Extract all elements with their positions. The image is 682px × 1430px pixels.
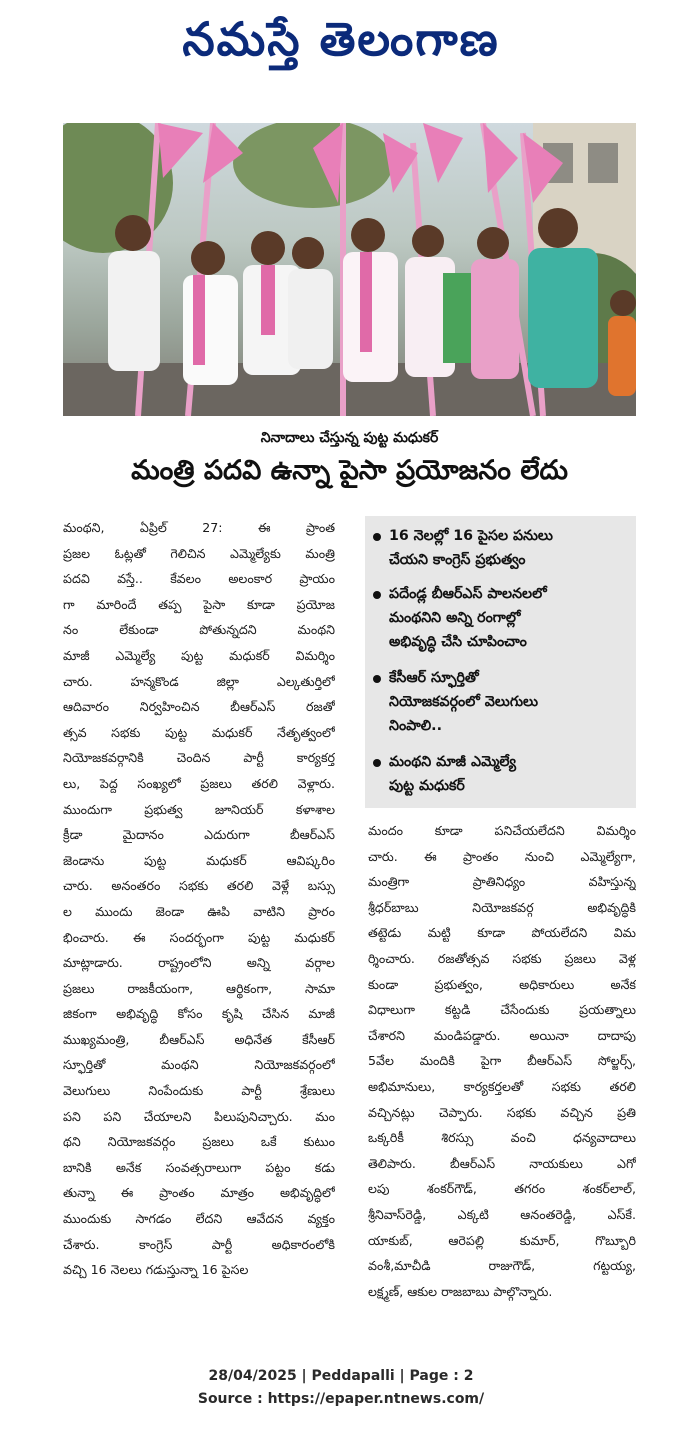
- article-line: క్రీడా మైదానం ఎదురుగా బీఆర్ఎస్: [63, 827, 335, 843]
- article-line: లక్ష్మణ్, ఆకుల రాజబాబు పాల్గొన్నారు.: [368, 1283, 553, 1299]
- article-line: మాజీ ఎమ్మెల్యే పుట్ట మధుకర్ విమర్శిం: [63, 647, 335, 663]
- article-line: యాకుబ్, ఆరెపల్లి కుమార్, గొబ్బూరి: [368, 1232, 636, 1248]
- article-line: చారు. హన్మకొండ జిల్లా ఎల్కతుర్తిలో: [63, 673, 335, 689]
- article-line: వెలుగులు నింపేందుకు పార్టీ శ్రేణులు: [63, 1083, 335, 1099]
- masthead: [0, 0, 682, 110]
- article-line: తున్నా ఈ ప్రాంతం మాత్రం అభివృద్ధిలో: [63, 1185, 335, 1201]
- article-column-right: [368, 818, 636, 1304]
- article-line: జికంగా అభివృద్ధి కోసం కృషి చేసిన మాజీ: [63, 1006, 335, 1022]
- highlight-line: 16 నెలల్లో 16 పైసల పనులు: [389, 528, 553, 544]
- article-line: మంత్రిగా ప్రాతినిధ్యం వహిస్తున్న: [368, 874, 636, 890]
- bullet-icon: [373, 591, 381, 599]
- article-line: ముఖ్యమంత్రి, బీఆర్ఎస్ అధినేత కేసీఆర్: [63, 1031, 335, 1047]
- article-line: మాట్లాడారు. రాష్ట్రంలోని అన్ని వర్గాల: [63, 955, 335, 971]
- article-line: మంథని, ఏప్రిల్ 27: ఈ ప్రాంత: [63, 520, 335, 535]
- article-line: థని నియోజకవర్గం ప్రజలు ఒకే కుటుం: [63, 1134, 335, 1150]
- article-line: త్సవ సభకు పుట్ట మధుకర్ నేతృత్వంలో: [63, 724, 335, 740]
- article-line: కుండా ప్రభుత్వం, అధికారులు అనేక: [368, 976, 636, 992]
- highlights-box: [365, 516, 636, 808]
- article-line: వచ్చి 16 నెలలు గడుస్తున్నా 16 పైసల: [63, 1262, 249, 1278]
- article-line: అభిమానులు, కార్యకర్తలతో సభకు తరలి: [368, 1078, 636, 1094]
- article-line: చేశారు. కాంగ్రెస్ పార్టీ అధికారంలోకి: [63, 1236, 335, 1252]
- highlight-line: పుట్ట మధుకర్: [389, 778, 465, 794]
- highlight-line: అభివృద్ధి చేసి చూపించాం: [389, 634, 527, 650]
- article-line: ప్రజల ఓట్లతో గెలిచిన ఎమ్మెల్యేకు మంత్రి: [63, 545, 335, 561]
- article-line: చారు. ఈ ప్రాంతం నుంచి ఎమ్మెల్యేగా,: [368, 848, 636, 864]
- rally-photo-illustration: [63, 123, 636, 416]
- photo-caption: నినాదాలు చేస్తున్న పుట్ట మధుకర్: [260, 430, 439, 446]
- article-line: భించారు. ఈ సందర్భంగా పుట్ట మధుకర్: [63, 929, 335, 945]
- highlight-line: నింపాలి..: [389, 718, 442, 734]
- footer-date-edition: 28/04/2025 | Peddapalli | Page : 2: [208, 1368, 474, 1384]
- article-line: ఆదివారం నిర్వహించిన బీఆర్ఎస్ రజతో: [63, 699, 335, 715]
- article-line: ఒక్కరికీ శిరస్సు వంచి ధన్యవాదాలు: [368, 1130, 636, 1146]
- highlight-line: మంథని మాజీ ఎమ్మెల్యే: [389, 754, 516, 770]
- bullet-icon: [373, 533, 381, 541]
- article-line: లు, పెద్ద సంఖ్యలో ప్రజలు తరలి వెళ్లారు.: [63, 775, 335, 791]
- article-line: స్ఫూర్తితో మంథని నియోజకవర్గంలో: [63, 1057, 335, 1073]
- highlight-line: నియోజకవర్గంలో వెలుగులు: [389, 694, 538, 710]
- article-line: నియోజకవర్గానికి చెందిన పార్టీ కార్యకర్త: [63, 750, 335, 766]
- article-line: తెలిపారు. బీఆర్ఎస్ నాయకులు ఎగో: [368, 1155, 636, 1171]
- article-line: ముందుకు సాగడం లేదని ఆవేదన వ్యక్తం: [63, 1211, 335, 1227]
- article-line: వచ్చినట్లు చెప్పారు. సభకు వచ్చిన ప్రతి: [368, 1104, 636, 1120]
- bullet-icon: [373, 759, 381, 767]
- article-line: చారు. అనంతరం సభకు తరలి వెళ్లే బస్సు: [63, 878, 335, 894]
- highlight-line: మంథనిని అన్ని రంగాల్లో: [389, 610, 521, 626]
- article-line: ప్రజలు రాజకీయంగా, ఆర్థికంగా, సామా: [63, 980, 335, 996]
- highlight-line: కేసీఆర్ స్ఫూర్తితో: [389, 670, 479, 686]
- article-line: వంశీ,మాచీడి రాజుగౌడ్, గట్టయ్య,: [368, 1258, 636, 1274]
- newspaper-title: నమస్తే తెలంగాణ: [182, 12, 500, 66]
- article-line: శ్రీధర్‌బాబు నియోజకవర్గ అభివృద్ధికి: [368, 899, 636, 915]
- article-line: ర్శించారు. రజతోత్సవ సభకు ప్రజలు వెళ్ల: [368, 950, 636, 966]
- article-line: విధాలుగా కట్టడి చేసేందుకు ప్రయత్నాలు: [368, 1002, 636, 1018]
- article-line: లపు శంకర్‌గౌడ్, తగరం శంకర్‌లాల్,: [368, 1181, 636, 1197]
- article-line: పని పని చేయాలని పిలుపునిచ్చారు. మం: [63, 1108, 335, 1124]
- article-line: మందం కూడా పనిచేయలేదని విమర్శిం: [368, 823, 636, 838]
- article-line: చేశారని మండిపడ్డారు. అయినా దాదాపు: [368, 1027, 636, 1043]
- article-headline: మంత్రి పదవి ఉన్నా పైసా ప్రయోజనం లేదు: [131, 455, 568, 486]
- article-line: బానికి అనేక సంవత్సరాలుగా పట్టం కడు: [63, 1159, 335, 1175]
- article-line: పదవి వస్తే.. కేవలం అలంకార ప్రాయం: [63, 571, 335, 587]
- article-line: ముందుగా ప్రభుత్వ జూనియర్ కళాశాల: [63, 801, 335, 817]
- article-line: నం లేకుండా పోతున్నదని మంథని: [63, 622, 335, 638]
- highlight-line: చేయని కాంగ్రెస్ ప్రభుత్వం: [389, 552, 526, 568]
- footer-source: Source : https://epaper.ntnews.com/: [197, 1391, 485, 1407]
- highlight-line: పదేండ్ల బీఆర్ఎస్ పాలనలలో: [389, 586, 547, 602]
- article-line: 5వేల మందికి పైగా బీఆర్ఎస్ సోల్జర్స్,: [368, 1053, 636, 1069]
- bullet-icon: [373, 675, 381, 683]
- article-line: శ్రీనివాస్‌రెడ్డి, ఎక్కటి ఆనంతరెడ్డి, ఎస్‌కే.: [368, 1206, 636, 1222]
- article-line: జెండాను పుట్ట మధుకర్ ఆవిష్కరిం: [63, 852, 335, 868]
- news-photo: [63, 123, 636, 416]
- article-column-left: [63, 515, 335, 1283]
- article-line: గా మారిందే తప్ప పైసా కూడా ప్రయోజ: [63, 596, 335, 612]
- article-line: ల ముందు జెండా ఊపి వాటిని ప్రారం: [63, 903, 335, 919]
- article-line: తట్టెడు మట్టి కూడా పోయలేదని విమ: [368, 925, 636, 941]
